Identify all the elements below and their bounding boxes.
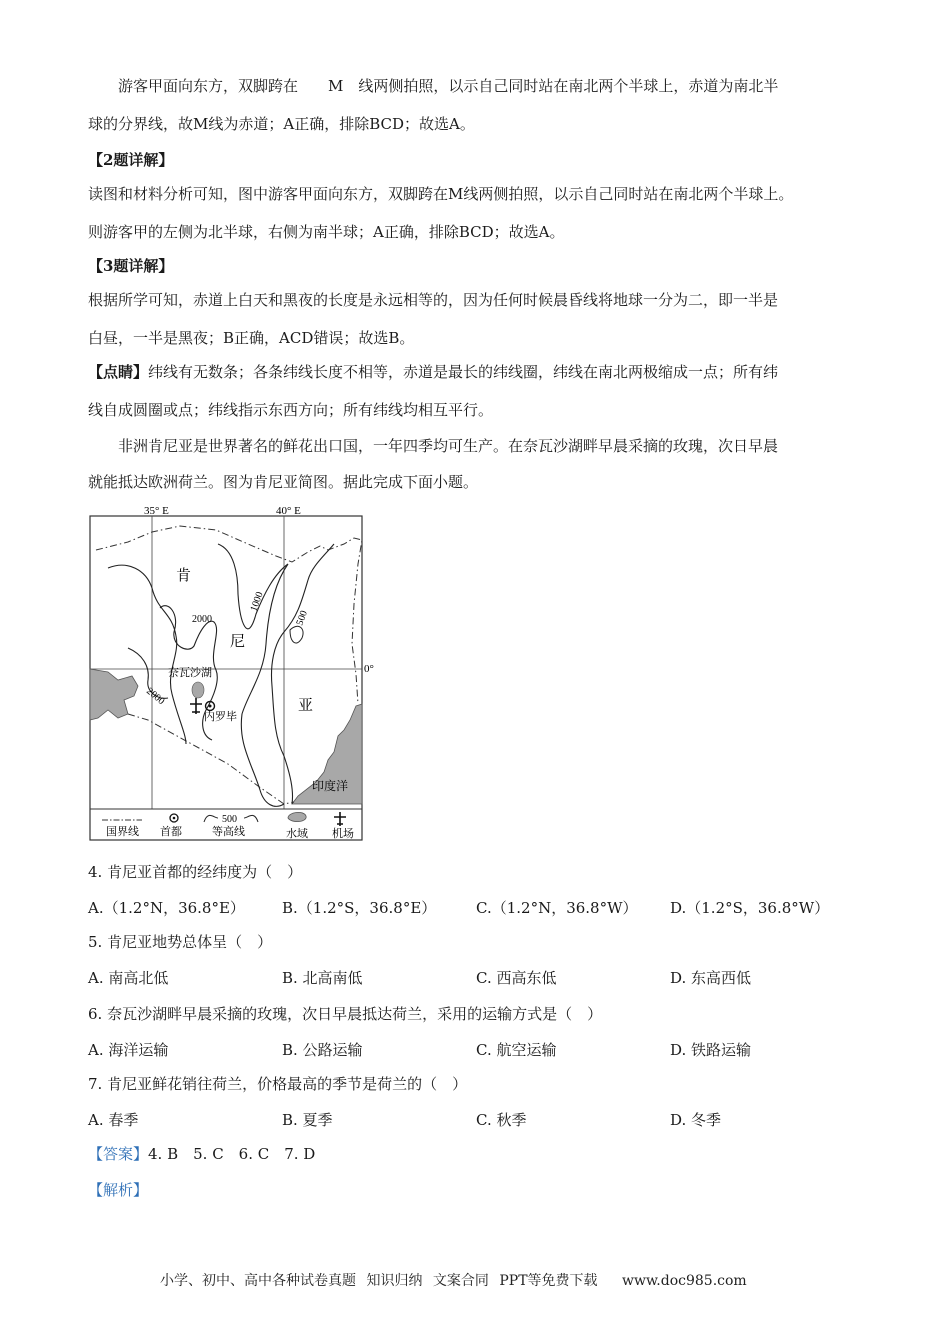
q4-option-a: A.（1.2°N，36.8°E） xyxy=(88,899,245,917)
lon-40-label: 40° E xyxy=(276,505,301,517)
kenya-map xyxy=(88,504,378,844)
contour-label-1000: 1000 xyxy=(248,590,266,614)
country-char-2: 尼 xyxy=(230,634,246,650)
tip-line1 xyxy=(88,362,778,382)
capital-label: 内罗毕 xyxy=(204,711,237,723)
q5-option-d: D. 东高西低 xyxy=(670,969,752,987)
q6-option-c: C. 航空运输 xyxy=(476,1041,557,1059)
explain-p3-line1: 根据所学可知，赤道上白天和黑夜的长度是永远相等的，因为任何时候晨昏线将地球一分为二，即一半是 xyxy=(88,291,779,309)
footer-item: 文案合同 xyxy=(432,1273,489,1289)
intro-line2: 就能抵达欧洲荷兰。图为肯尼亚简图。据此完成下面小题。 xyxy=(88,473,479,491)
answer-line xyxy=(88,1144,315,1164)
explain-p1-line2: 球的分界线，故M线为赤道；A正确，排除BCD；故选A。 xyxy=(88,115,475,133)
country-char-1: 肯 xyxy=(176,568,192,584)
q5-stem: 5. 肯尼亚地势总体呈（ ） xyxy=(88,933,273,951)
footer-item: 小学、初中、高中各种试卷真题 xyxy=(160,1273,356,1289)
legend-capital-label: 首都 xyxy=(160,826,182,838)
q7-option-a: A. 春季 xyxy=(88,1111,139,1129)
contour-label-2000: 2000 xyxy=(192,614,212,625)
country-char-3: 亚 xyxy=(298,698,314,714)
q7-option-b: B. 夏季 xyxy=(282,1111,333,1129)
explain-p2-line1: 读图和材料分析可知，图中游客甲面向东方，双脚跨在M线两侧拍照，以示自己同时站在南北两个半球上。 xyxy=(88,185,794,203)
answer-text: 4. B 5. C 6. C 7. D xyxy=(148,1145,316,1163)
intro-line1: 非洲肯尼亚是世界著名的鲜花出口国，一年四季均可生产。在奈瓦沙湖畔早晨采摘的玫瑰，次日早晨 xyxy=(118,437,779,455)
q4-option-c: C.（1.2°N，36.8°W） xyxy=(476,899,638,917)
footer-item: PPT等免费下载 xyxy=(499,1273,598,1289)
explain-p2-line2: 则游客甲的左侧为北半球，右侧为南半球；A正确，排除BCD；故选A。 xyxy=(88,223,565,241)
explain-p1-line1: 游客甲面向东方，双脚跨在 M 线两侧拍照，以示自己同时站在南北两个半球上，赤道为南北半 xyxy=(118,77,779,95)
tip-label: 【点睛】 xyxy=(88,363,149,381)
answer-label: 【答案】 xyxy=(88,1145,149,1163)
heading-q2-detail: 【2题详解】 xyxy=(88,151,174,169)
q4-option-d: D.（1.2°S，36.8°W） xyxy=(670,899,830,917)
legend-contour-label: 等高线 xyxy=(212,826,245,838)
legend-contour-value: 500 xyxy=(222,814,237,825)
lake-naivasha-label: 奈瓦沙湖 xyxy=(168,667,212,679)
q7-option-d: D. 冬季 xyxy=(670,1111,722,1129)
tip-line2: 线自成圆圈或点；纬线指示东西方向；所有纬线均相互平行。 xyxy=(88,401,494,419)
q5-option-a: A. 南高北低 xyxy=(88,969,169,987)
footer-site-link[interactable]: www.doc985.com xyxy=(622,1273,747,1289)
equator-label: 0° xyxy=(364,663,374,675)
footer-item: 知识归纳 xyxy=(366,1273,423,1289)
q4-stem: 4. 肯尼亚首都的经纬度为（ ） xyxy=(88,863,303,881)
explain-p3-line2: 白昼，一半是黑夜；B正确，ACD错误；故选B。 xyxy=(88,329,415,347)
contour-label-2000-sw: 2000 xyxy=(144,685,167,708)
legend-water-label: 水域 xyxy=(286,828,308,840)
legend-airport-label: 机场 xyxy=(332,828,354,840)
tip-text: 纬线有无数条；各条纬线长度不相等，赤道是最长的纬线圈，纬线在南北两极缩成一点；所有纬 xyxy=(148,363,779,381)
q6-option-d: D. 铁路运输 xyxy=(670,1041,752,1059)
contour-label-500: 500 xyxy=(294,609,310,628)
q5-option-b: B. 北高南低 xyxy=(282,969,363,987)
q5-option-c: C. 西高东低 xyxy=(476,969,557,987)
heading-q3-detail: 【3题详解】 xyxy=(88,257,174,275)
lon-35-label: 35° E xyxy=(144,505,169,517)
page-footer xyxy=(160,1270,753,1290)
q6-option-a: A. 海洋运输 xyxy=(88,1041,169,1059)
legend-water-symbol xyxy=(288,812,306,821)
legend-border-label: 国界线 xyxy=(106,826,139,838)
analysis-label: 【解析】 xyxy=(88,1181,149,1199)
q7-stem: 7. 肯尼亚鲜花销往荷兰，价格最高的季节是荷兰的（ ） xyxy=(88,1075,468,1093)
lake-naivasha xyxy=(192,682,204,698)
q6-option-b: B. 公路运输 xyxy=(282,1041,363,1059)
q4-option-b: B.（1.2°S，36.8°E） xyxy=(282,899,437,917)
q7-option-c: C. 秋季 xyxy=(476,1111,527,1129)
q6-stem: 6. 奈瓦沙湖畔早晨采摘的玫瑰，次日早晨抵达荷兰，采用的运输方式是（ ） xyxy=(88,1005,603,1023)
ocean-label: 印度洋 xyxy=(312,779,349,793)
